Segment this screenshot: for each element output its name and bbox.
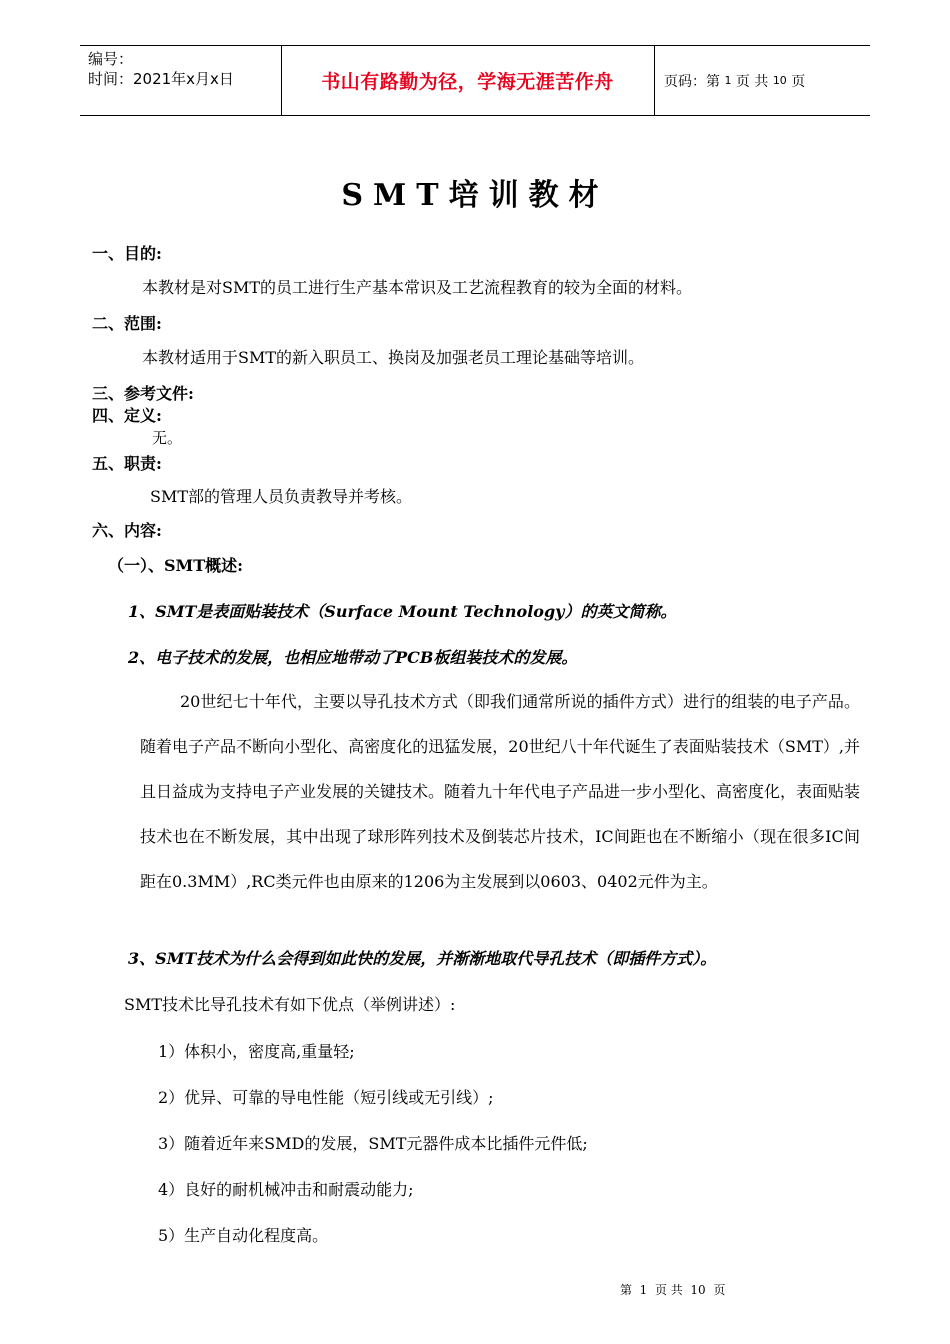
section-duties-heading: 五、职责: xyxy=(92,454,162,473)
header-motto: 书山有路勤为径，学海无涯苦作舟 xyxy=(321,71,614,93)
section-references-heading: 三、参考文件: xyxy=(92,384,194,403)
section-duties-body: SMT部的管理人员负责教导并考核。 xyxy=(150,487,413,506)
footer-mid: 页 共 xyxy=(654,1283,683,1297)
section-content-heading: 六、内容: xyxy=(92,521,162,540)
section-purpose-body: 本教材是对SMT的员工进行生产基本常识及工艺流程教育的较为全面的材料。 xyxy=(142,278,693,297)
history-paragraph: 20世纪七十年代，主要以导孔技术方式（即我们通常所说的插件方式）进行的组装的电子产品。随着电子产品不断向小型化、高密度化的迅猛发展，20世纪八十年代诞生了表面贴装技术（SMT）,并且日益成为支持电子产业发展的关键技术。随着九十年代电子产品进一步小型化、高密度化，表面贴装技术也在不断发展，其中出现了球形阵列技术及倒装芯片技术，IC间距也在不断缩小（现在很多IC间距在0.3MM）,RC类元件也由原来的1206为主发展到以0603、0402元件为主。 xyxy=(140,692,861,891)
document-title: SMT培训教材 xyxy=(341,178,609,213)
document-number-label: 编号： xyxy=(88,50,134,68)
advantages-intro: SMT技术比导孔技术有如下优点（举例讲述）: xyxy=(124,995,456,1014)
section-definitions-body: 无。 xyxy=(152,429,183,447)
footer-page-number: 1 xyxy=(639,1283,648,1297)
advantage-item: 5）生产自动化程度高。 xyxy=(158,1226,329,1245)
page-suffix: 页 xyxy=(791,73,806,90)
page-number: 1 xyxy=(724,74,732,87)
content-item-1: 1、SMT是表面贴装技术（Surface Mount Technology）的英文简称。 xyxy=(128,602,677,621)
section-definitions-heading: 四、定义: xyxy=(92,406,162,425)
document-date: 时间：2021年x月x日 xyxy=(88,70,234,88)
advantage-item: 2）优异、可靠的导电性能（短引线或无引线）; xyxy=(158,1088,494,1107)
section-purpose-heading: 一、目的: xyxy=(92,244,162,263)
content-item-3: 3、SMT技术为什么会得到如此快的发展，并渐渐地取代导孔技术（即插件方式）。 xyxy=(128,949,717,968)
page-footer xyxy=(620,1281,725,1298)
header-meta xyxy=(88,49,234,89)
footer-suffix: 页 xyxy=(713,1283,726,1297)
advantage-item: 1）体积小，密度高,重量轻; xyxy=(158,1042,355,1061)
header-page-info xyxy=(664,46,805,115)
header-divider xyxy=(654,46,655,115)
document-header xyxy=(80,45,870,116)
section-scope-body: 本教材适用于SMT的新入职员工、换岗及加强老员工理论基础等培训。 xyxy=(142,348,645,367)
advantage-item: 3）随着近年来SMD的发展，SMT元器件成本比插件元件低; xyxy=(158,1134,588,1153)
page-prefix: 页码：第 xyxy=(664,73,720,90)
section-scope-heading: 二、范围: xyxy=(92,314,162,333)
smt-overview-heading: （一）、SMT概述: xyxy=(108,556,244,575)
footer-prefix: 第 xyxy=(620,1283,633,1297)
content-item-2: 2、电子技术的发展，也相应地带动了PCB板组装技术的发展。 xyxy=(128,648,578,667)
page-mid: 页 共 xyxy=(735,73,769,90)
advantage-item: 4）良好的耐机械冲击和耐震动能力; xyxy=(158,1180,414,1199)
footer-total: 10 xyxy=(690,1283,706,1297)
page-total: 10 xyxy=(772,74,787,87)
